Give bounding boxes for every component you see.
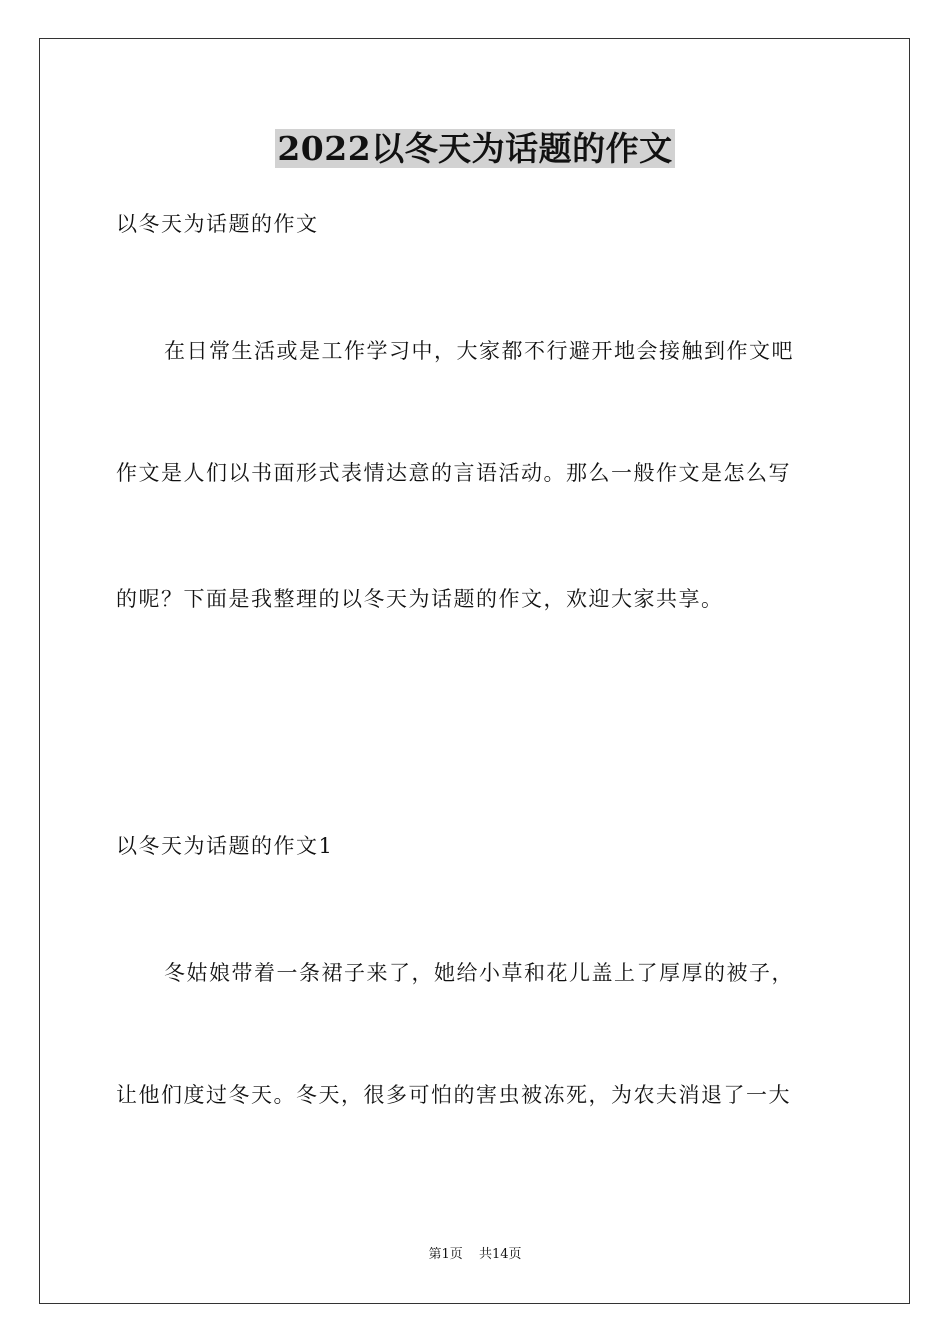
document-title-text: 2022以冬天为话题的作文 [277,129,673,168]
section-heading: 以冬天为话题的作文1 [116,834,334,858]
intro-line-3: 的呢？下面是我整理的以冬天为话题的作文，欢迎大家共享。 [116,587,724,611]
section-line-2: 让他们度过冬天。冬天，很多可怕的害虫被冻死，为农夫消退了一大 [116,1083,791,1107]
page-number-total: 共14页 [478,1247,522,1262]
document-title [0,126,950,172]
page-number-current: 第1页 [428,1247,463,1262]
document-subtitle: 以冬天为话题的作文 [116,212,319,236]
section-line-1: 冬姑娘带着一条裙子来了，她给小草和花儿盖上了厚厚的被子， [164,961,794,985]
intro-line-2: 作文是人们以书面形式表情达意的言语活动。那么一般作文是怎么写 [116,461,791,485]
page-footer [0,1246,950,1264]
intro-line-1: 在日常生活或是工作学习中，大家都不行避开地会接触到作文吧 [164,339,794,363]
